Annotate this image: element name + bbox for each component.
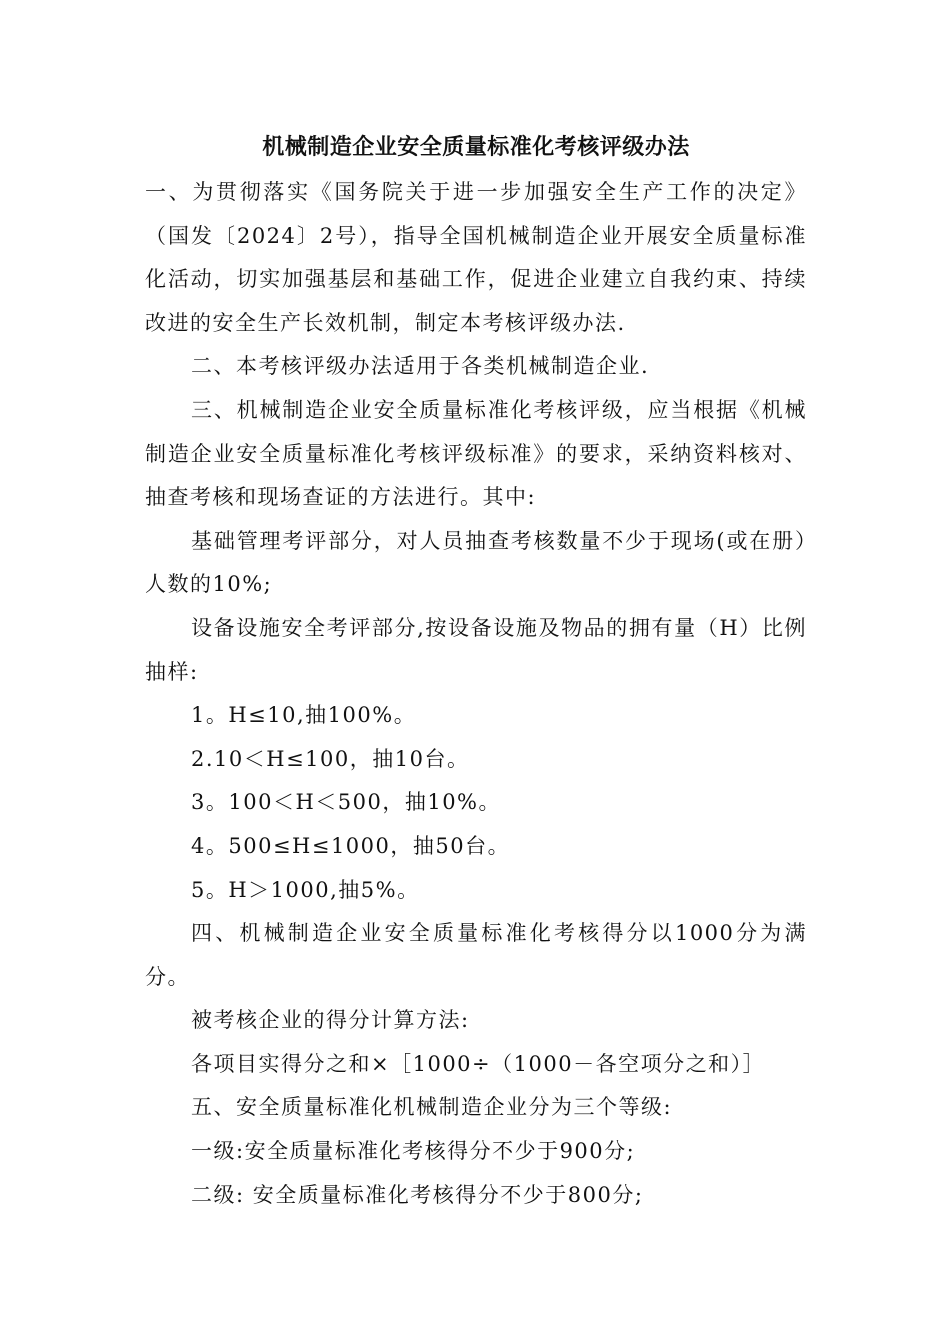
paragraph-equipment-sampling: 设备设施安全考评部分,按设备设施及物品的拥有量（H）比例抽样: — [145, 615, 807, 684]
paragraph-1-purpose: 一、为贯彻落实《国务院关于进一步加强安全生产工作的决定》（国发〔2024〕2号），指导全国机械制造企业开展安全质量标准化活动，切实加强基层和基础工作，促进企业建立自我约束、持续改进的安全生产长效机制，制定本考核评级办法. — [145, 180, 807, 335]
document-title: 机械制造企业安全质量标准化考核评级办法 — [262, 135, 690, 160]
paragraph-score-method-label: 被考核企业的得分计算方法: — [191, 1008, 470, 1033]
paragraph-score-formula: 各项目实得分之和×［1000÷（1000－各空项分之和）］ — [191, 1051, 766, 1076]
sampling-rule-4: 4。500≤H≤1000，抽50台。 — [191, 833, 511, 858]
sampling-rule-2: 2.10＜H≤100，抽10台。 — [191, 746, 470, 771]
paragraph-3-method: 三、机械制造企业安全质量标准化考核评级，应当根据《机械制造企业安全质量标准化考核评级标准》的要求，采纳资料核对、抽查考核和现场查证的方法进行。其中: — [145, 397, 807, 510]
paragraph-5-grades: 五、安全质量标准化机械制造企业分为三个等级: — [191, 1095, 673, 1120]
sampling-rule-1: 1。H≤10,抽100%。 — [191, 703, 417, 728]
paragraph-4-full-score: 四、机械制造企业安全质量标准化考核得分以1000分为满分。 — [145, 921, 807, 989]
grade-level-2: 二级: 安全质量标准化考核得分不少于800分; — [191, 1182, 644, 1207]
document-page — [145, 128, 807, 1217]
sampling-rule-3: 3。100＜H＜500，抽10%。 — [191, 790, 502, 815]
sampling-rule-5: 5。H＞1000,抽5%。 — [191, 877, 420, 902]
paragraph-2-scope: 二、本考核评级办法适用于各类机械制造企业. — [191, 354, 650, 379]
grade-level-1: 一级:安全质量标准化考核得分不少于900分; — [191, 1139, 636, 1164]
paragraph-basic-management: 基础管理考评部分，对人员抽查考核数量不少于现场(或在册）人数的10%; — [145, 528, 807, 597]
